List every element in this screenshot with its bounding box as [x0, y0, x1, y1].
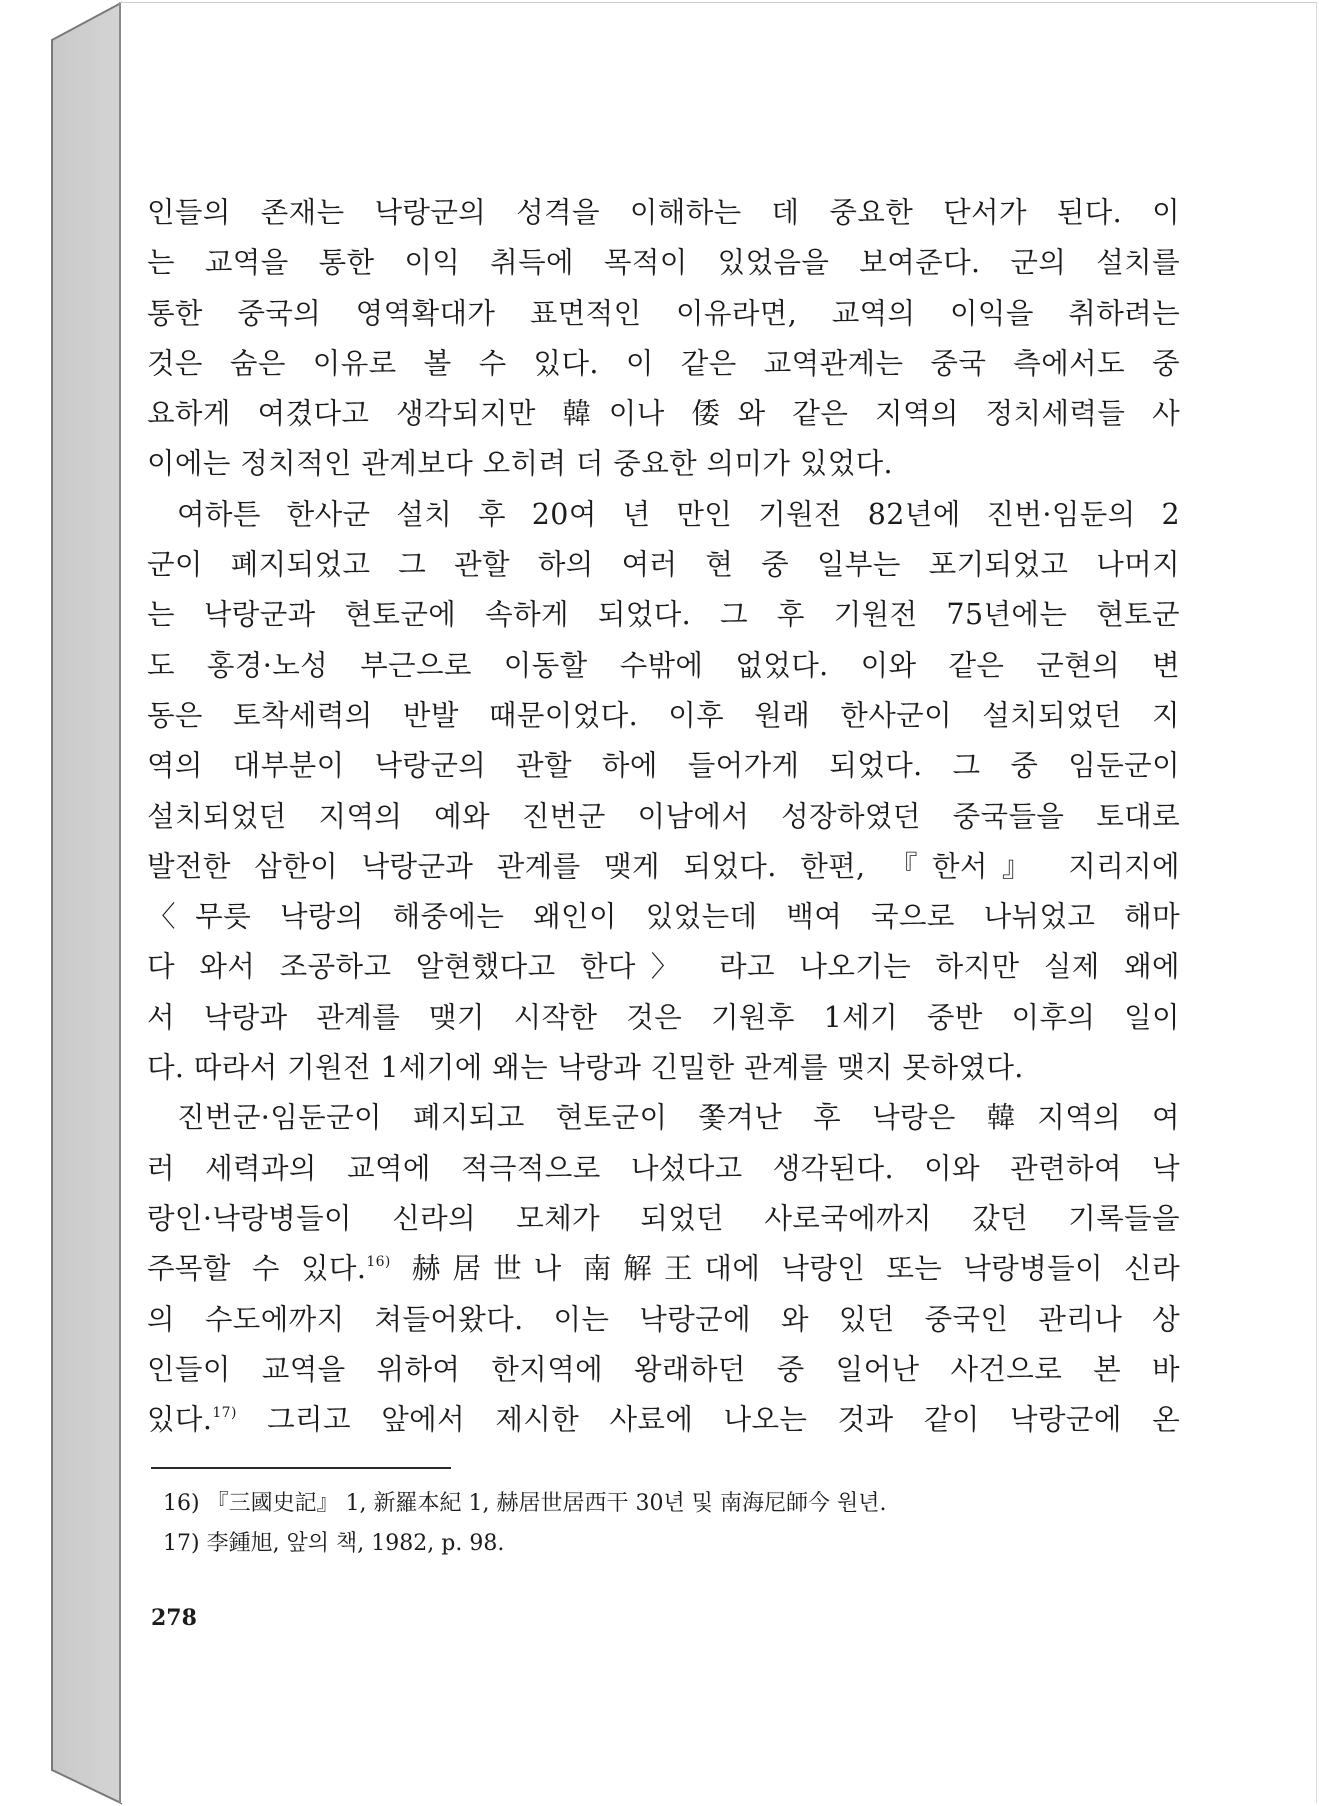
- footnote: 16) 『三國史記』 1, 新羅本紀 1, 赫居世居西干 30년 및 南海尼師今 원년.: [163, 1491, 887, 1516]
- text-line: 의 수도에까지 쳐들어왔다. 이는 낙랑군에 와 있던 중국인 관리나 상: [147, 1302, 1180, 1336]
- text-segment: 赫居世나 南解王대에 낙랑인 또는 낙랑병들이 신라: [390, 1252, 1180, 1286]
- body-text: [147, 188, 1180, 1445]
- text-segment: 그리고 앞에서 제시한 사료에 나오는 것과 같이 낙랑군에 온: [236, 1403, 1180, 1437]
- text-line: 는 교역을 통한 이익 취득에 목적이 있었음을 보여준다. 군의 설치를: [147, 246, 1180, 280]
- text-line: 다 와서 조공하고 알현했다고 한다〉 라고 나오기는 하지만 실제 왜에: [147, 950, 1180, 984]
- text-line: 서 낙랑과 관계를 맺기 시작한 것은 기원후 1세기 중반 이후의 일이: [147, 1000, 1180, 1034]
- footnote-divider: [151, 1467, 451, 1469]
- text-line: 이에는 정치적인 관계보다 오히려 더 중요한 의미가 있었다.: [147, 447, 894, 481]
- text-line: 다. 따라서 기원전 1세기에 왜는 낙랑과 긴밀한 관계를 맺지 못하였다.: [147, 1051, 1024, 1085]
- text-line: 요하게 여겼다고 생각되지만 韓이나 倭와 같은 지역의 정치세력들 사: [147, 397, 1180, 431]
- text-line: 통한 중국의 영역확대가 표면적인 이유라면, 교역의 이익을 취하려는: [147, 296, 1180, 330]
- text-segment: 있다.: [147, 1403, 213, 1437]
- text-line: 〈무릇 낙랑의 해중에는 왜인이 있었는데 백여 국으로 나뉘었고 해마: [147, 900, 1180, 934]
- text-line: 는 낙랑군과 현토군에 속하게 되었다. 그 후 기원전 75년에는 현토군: [147, 598, 1180, 632]
- text-line: [147, 1395, 1180, 1445]
- text-line: 도 홍경·노성 부근으로 이동할 수밖에 없었다. 이와 같은 군현의 변: [147, 648, 1180, 682]
- footnote: 17) 李鍾旭, 앞의 책, 1982, p. 98.: [163, 1531, 505, 1556]
- text-line: 여하튼 한사군 설치 후 20여 년 만인 기원전 82년에 진번·임둔의 2: [177, 497, 1180, 531]
- text-line: 동은 토착세력의 반발 때문이었다. 이후 원래 한사군이 설치되었던 지: [147, 698, 1180, 732]
- text-line: 인들이 교역을 위하여 한지역에 왕래하던 중 일어난 사건으로 본 바: [147, 1352, 1180, 1386]
- text-line: [147, 1244, 1180, 1294]
- text-line: 인들의 존재는 낙랑군의 성격을 이해하는 데 중요한 단서가 된다. 이: [147, 196, 1180, 229]
- page-number: 278: [151, 1605, 197, 1631]
- text-line: 랑인·낙랑병들이 신라의 모체가 되었던 사로국에까지 갔던 기록들을: [147, 1201, 1180, 1235]
- text-line: 설치되었던 지역의 예와 진번군 이남에서 성장하였던 중국들을 토대로: [147, 799, 1180, 833]
- text-line: 발전한 삼한이 낙랑군과 관계를 맺게 되었다. 한편, 『한서』 지리지에: [147, 849, 1180, 883]
- text-segment: 주목할 수 있다.: [147, 1252, 367, 1286]
- footnote-marker: 17): [212, 1405, 237, 1422]
- text-line: 진번군·임둔군이 폐지되고 현토군이 쫓겨난 후 낙랑은 韓지역의 여: [177, 1101, 1180, 1135]
- footnotes: [163, 1484, 1163, 1564]
- footnote-marker: 16): [366, 1254, 391, 1271]
- text-line: 러 세력과의 교역에 적극적으로 나섰다고 생각된다. 이와 관련하여 낙: [147, 1151, 1180, 1185]
- text-line: 역의 대부분이 낙랑군의 관할 하에 들어가게 되었다. 그 중 임둔군이: [147, 749, 1180, 783]
- text-line: 것은 숨은 이유로 볼 수 있다. 이 같은 교역관계는 중국 측에서도 중: [147, 346, 1180, 380]
- text-line: 군이 폐지되었고 그 관할 하의 여러 현 중 일부는 포기되었고 나머지: [147, 548, 1180, 582]
